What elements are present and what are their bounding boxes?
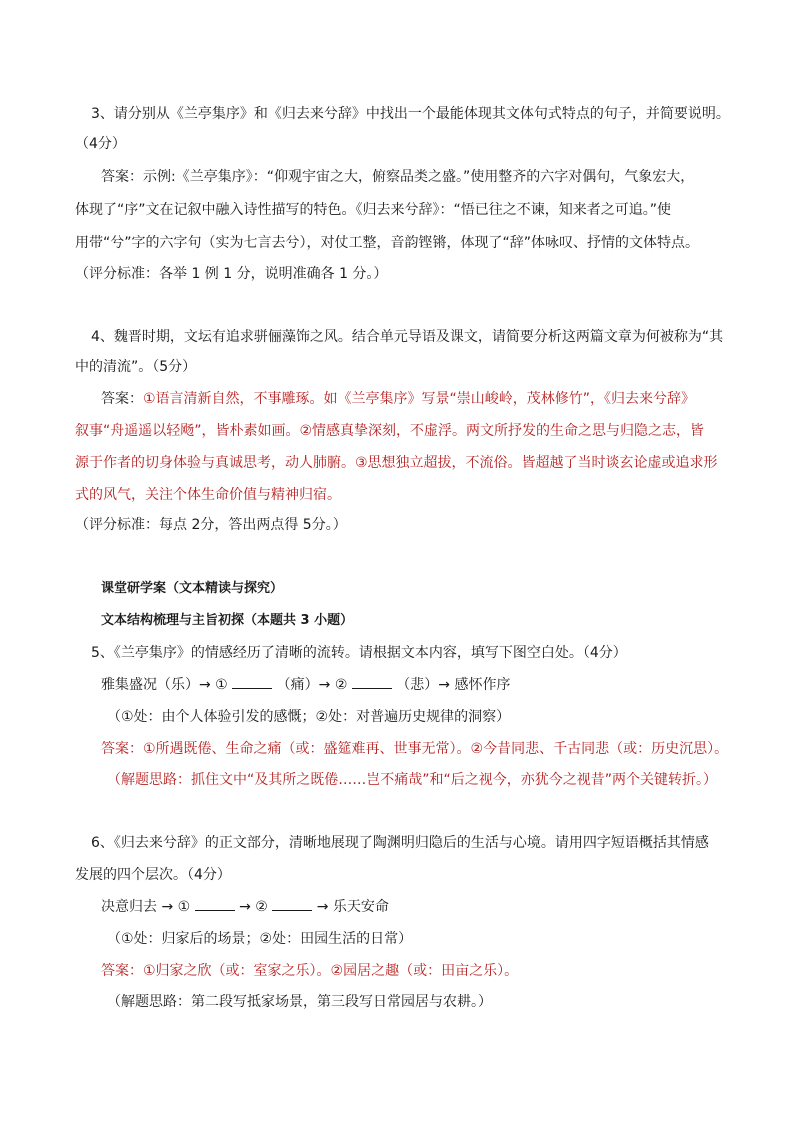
q5-blank-2[interactable]: [352, 676, 392, 689]
q3-scoring-criteria: （评分标准：各举 1 例 1 分，说明准确各 1 分。）: [75, 266, 388, 282]
q4-answer-label: 答案：: [101, 391, 143, 407]
q6-flow-start: 决意归去 → ①: [101, 899, 191, 915]
q5-answer: 答案：①所遇既倦、生命之痛（或：盛筵难再、世事无常）。②今昔同悲、千古同悲（或：历史沉思）。: [101, 741, 729, 757]
q4-stem-line-2: 中的清流”。（5分）: [75, 359, 197, 375]
q4-answer-text-1: ①语言清新自然，不事雕琢。如《兰亭集序》写景“崇山峻岭，茂林修竹”，《归去来兮辞》: [143, 391, 696, 407]
q6-stem-line-1: 6、《归去来兮辞》的正文部分，清晰地展现了陶渊明归隐后的生活与心境。请用四字短语概括其情感: [91, 835, 709, 851]
q3-answer-line-3: 用带“兮”字的六字句（实为七言去兮），对仗工整，音韵铿锵，体现了“辞”体咏叹、抒情的文体特点。: [75, 235, 700, 251]
q5-stem: 5、《兰亭集序》的情感经历了清晰的流转。请根据文本内容，填写下图空白处。（4分）: [91, 645, 627, 661]
section-subtitle: 文本结构梳理与主旨初探（本题共 3 小题）: [101, 613, 354, 628]
q6-solution-thought: （解题思路：第二段写抵家场景，第三段写日常园居与农耕。）: [107, 994, 492, 1010]
q6-blank-2[interactable]: [272, 898, 312, 911]
section-title: 课堂研学案（文本精读与探究）: [101, 581, 284, 596]
q4-stem-line-1: 4、魏晋时期，文坛有追求骈俪藻饰之风。结合单元导语及课文，请简要分析这两篇文章为何被称为“其: [91, 329, 724, 345]
q3-answer-text-1: 示例:《兰亭集序》：“仰观宇宙之大，俯察品类之盛。”使用整齐的六字对偶句，气象宏大，: [143, 169, 695, 185]
q3-answer-line-1: [101, 167, 694, 187]
q4-answer-line-3: 源于作者的切身体验与真诚思考，动人肺腑。③思想独立超拔，不流俗。皆超越了当时谈玄论虚或追求形: [75, 455, 718, 471]
q6-flow-diagram: [101, 897, 389, 917]
q5-solution-thought: （解题思路：抓住文中“及其所之既倦……岂不痛哉”和“后之视今，亦犹今之视昔”两个关键转折。）: [107, 772, 718, 788]
q5-flow-end: （悲）→ 感怀作序: [396, 677, 511, 693]
q6-flow-end: → 乐天安命: [316, 899, 389, 915]
q4-scoring-criteria: （评分标准：每点 2分，答出两点得 5分。）: [75, 517, 347, 533]
q3-answer-line-2: 体现了“序”文在记叙中融入诗性描写的特色。《归去来兮辞》：“悟已往之不谏，知来者之可追。”使: [75, 202, 672, 218]
q6-flow-middle: → ②: [239, 899, 268, 915]
q5-hint: （①处：由个人体验引发的感慨；②处：对普遍历史规律的洞察）: [107, 709, 511, 725]
q5-blank-1[interactable]: [232, 676, 272, 689]
q5-flow-start: 雅集盛况（乐）→ ①: [101, 677, 228, 693]
q4-answer-line-1: [101, 389, 695, 409]
q6-answer: 答案：①归家之欣（或：室家之乐）。②园居之趣（或：田亩之乐）。: [101, 963, 519, 979]
q3-stem-line-2: （4分）: [75, 136, 126, 152]
q4-answer-line-4: 式的风气，关注个体生命价值与精神归宿。: [75, 487, 341, 503]
q3-stem-line-1: 3、请分别从《兰亭集序》和《归去来兮辞》中找出一个最能体现其文体句式特点的句子，并简要说明。: [91, 106, 730, 122]
q5-flow-middle: （痛）→ ②: [276, 677, 348, 693]
q5-flow-diagram: [101, 675, 510, 695]
q3-answer-label: 答案：: [101, 169, 143, 185]
q6-hint: （①处：归家后的场景；②处：田园生活的日常）: [107, 931, 413, 947]
q6-blank-1[interactable]: [195, 898, 235, 911]
q6-stem-line-2: 发展的四个层次。（4分）: [75, 867, 231, 883]
q4-answer-line-2: 叙事“舟遥遥以轻飏”，皆朴素如画。②情感真挚深刻，不虚浮。两文所抒发的生命之思与归隐之志，皆: [75, 423, 705, 439]
